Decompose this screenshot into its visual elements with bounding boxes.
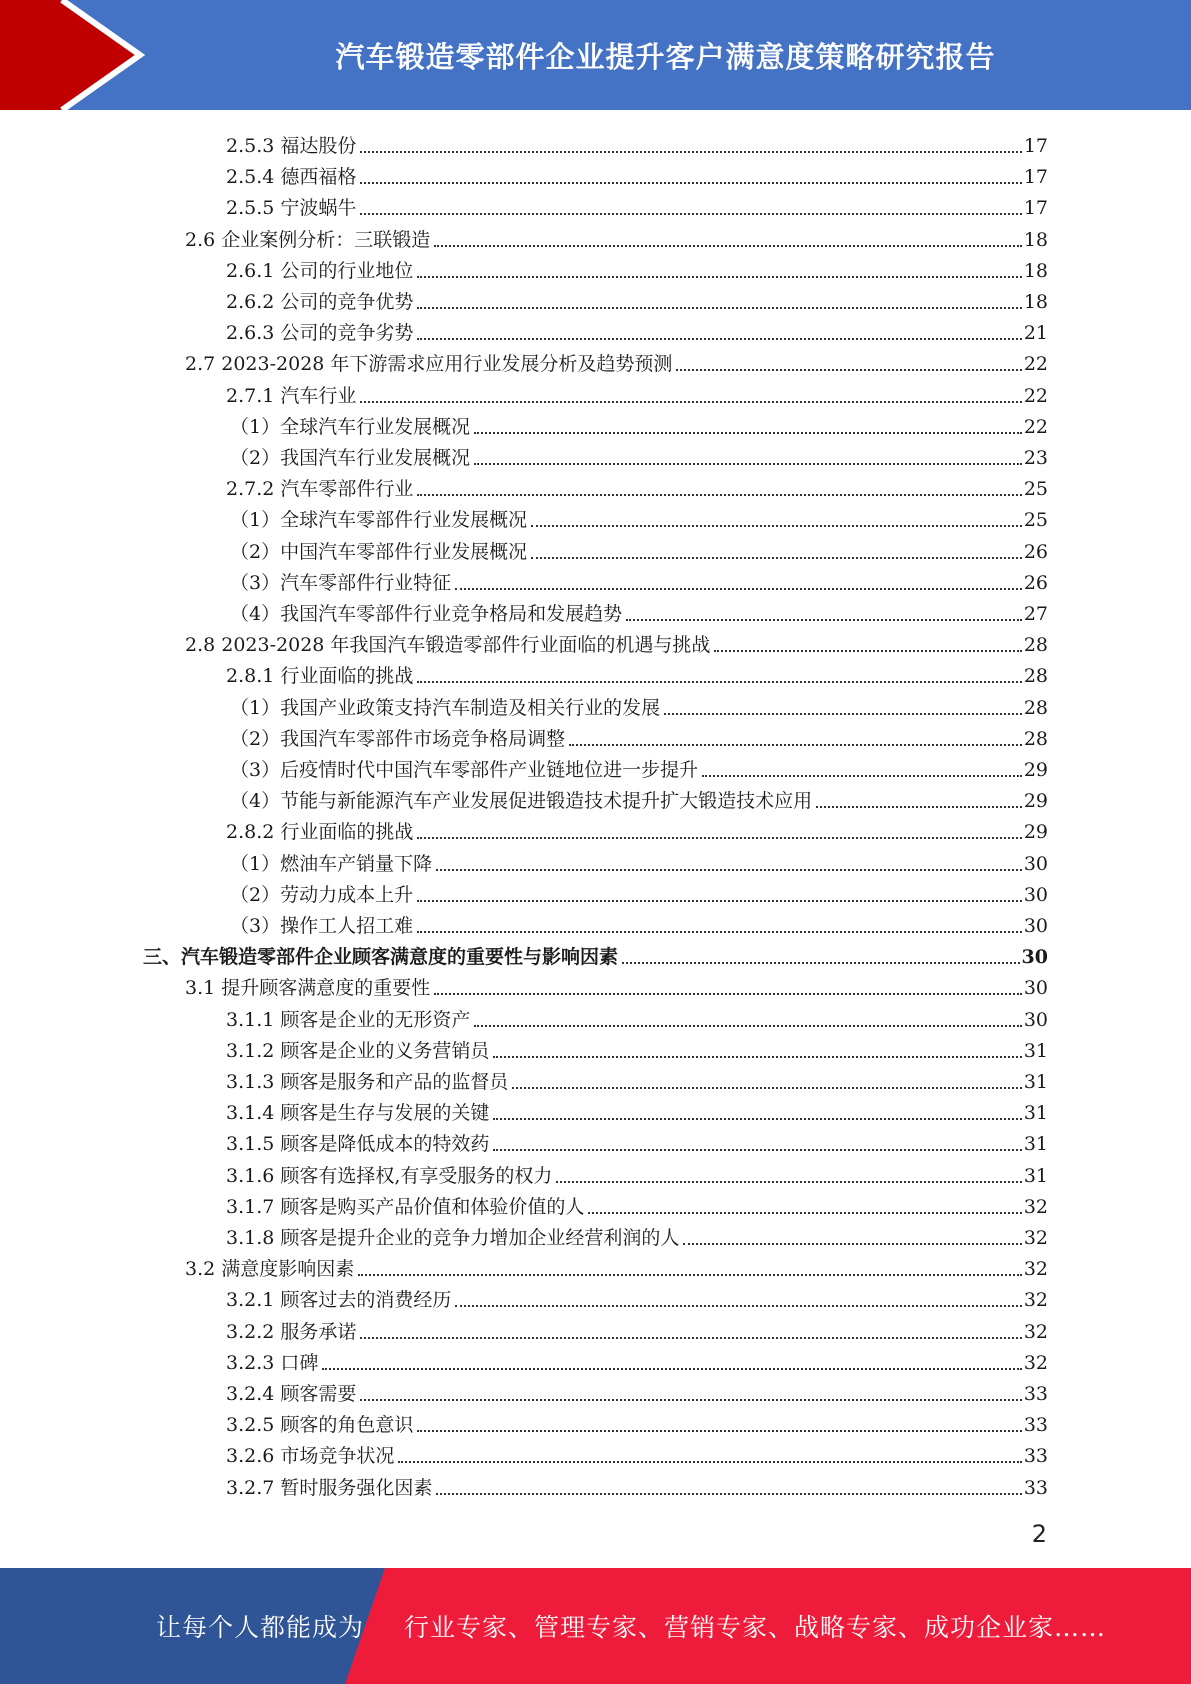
toc-entry-page: 31 (1023, 1102, 1048, 1125)
toc-entry-title: 3.2.4 顾客需要 (226, 1383, 357, 1405)
toc-entry[interactable] (226, 1437, 1048, 1468)
toc-dot-leader (474, 463, 1022, 465)
toc-entry-title: 3.1.7 顾客是购买产品价值和体验价值的人 (226, 1195, 585, 1218)
toc-entry-title: 2.8 2023-2028 年我国汽车锻造零部件行业面临的机遇与挑战 (185, 634, 711, 657)
toc-entry-title: （3）汽车零部件行业特征 (230, 571, 452, 594)
toc-entry[interactable] (226, 377, 1048, 408)
toc-entry[interactable] (185, 626, 1048, 657)
toc-dot-leader (417, 900, 1022, 902)
toc-entry[interactable] (226, 1125, 1048, 1156)
toc-entry-title: 3.2.1 顾客过去的消费经历 (226, 1289, 452, 1312)
toc-entry-title: 3.1.8 顾客是提升企业的竞争力增加企业经营利润的人 (226, 1227, 680, 1249)
toc-dot-leader (417, 681, 1021, 683)
footer-slogan-left: 让每个人都能成为 (155, 1613, 364, 1642)
toc-entry[interactable] (230, 564, 1048, 595)
toc-entry-page: 29 (1023, 821, 1048, 844)
toc-entry[interactable] (226, 283, 1048, 314)
toc-entry-title: 3.1.2 顾客是企业的义务营销员 (226, 1039, 490, 1062)
toc-entry[interactable] (226, 1063, 1048, 1094)
toc-entry-page: 30 (1023, 977, 1048, 1000)
footer-slogan-right: 行业专家、管理专家、营销专家、战略专家、成功企业家…… (403, 1613, 1106, 1642)
toc-entry-page: 28 (1023, 727, 1048, 750)
toc-entry-page: 31 (1023, 1071, 1048, 1093)
toc-dot-leader (702, 775, 1022, 777)
toc-entry-page: 32 (1023, 1351, 1048, 1374)
toc-entry[interactable] (185, 969, 1048, 1000)
toc-entry[interactable] (185, 221, 1048, 252)
toc-entry-page: 32 (1023, 1289, 1048, 1312)
toc-entry-page: 25 (1023, 509, 1048, 532)
toc-entry-page: 30 (1023, 883, 1048, 906)
toc-entry[interactable] (230, 720, 1048, 751)
toc-entry-title: 2.8.2 行业面临的挑战 (226, 821, 414, 844)
toc-entry-title: （1）我国产业政策支持汽车制造及相关行业的发展 (230, 696, 661, 719)
toc-dot-leader (436, 1493, 1021, 1495)
toc-entry[interactable] (143, 938, 1048, 969)
toc-entry-page: 17 (1023, 166, 1048, 189)
toc-entry-page: 29 (1023, 759, 1048, 781)
toc-entry-title: 3.1.6 顾客有选择权,有享受服务的权力 (226, 1164, 553, 1187)
toc-entry-page: 21 (1023, 322, 1048, 345)
toc-entry-page: 28 (1023, 665, 1048, 688)
toc-entry[interactable] (230, 907, 1048, 938)
toc-dot-leader (816, 806, 1022, 808)
toc-dot-leader (455, 588, 1022, 590)
toc-entry-title: （2）中国汽车零部件行业发展概况 (230, 540, 528, 563)
toc-entry-title: 3.2.7 暂时服务强化因素 (226, 1476, 433, 1499)
toc-entry[interactable] (226, 1157, 1048, 1188)
toc-entry[interactable] (230, 845, 1048, 876)
toc-dot-leader (531, 525, 1022, 527)
toc-dot-leader (531, 557, 1022, 559)
toc-entry-title: （4）我国汽车零部件行业竞争格局和发展趋势 (230, 603, 623, 625)
toc-dot-leader (360, 182, 1021, 184)
toc-entry[interactable] (226, 314, 1048, 345)
toc-entry-title: 3.1.3 顾客是服务和产品的监督员 (226, 1071, 509, 1093)
toc-entry[interactable] (226, 1032, 1048, 1063)
toc-entry-page: 33 (1023, 1445, 1048, 1468)
page-footer (0, 1568, 1191, 1684)
toc-entry-page: 31 (1023, 1133, 1048, 1156)
page-header (0, 0, 1191, 110)
toc-dot-leader (569, 744, 1022, 746)
toc-entry-title: 3.2.5 顾客的角色意识 (226, 1414, 414, 1437)
toc-entry-page: 27 (1023, 603, 1048, 625)
toc-entry[interactable] (226, 1344, 1048, 1375)
toc-dot-leader (683, 1243, 1021, 1245)
toc-entry-page: 17 (1023, 197, 1048, 220)
toc-entry-page: 32 (1023, 1320, 1048, 1343)
toc-dot-leader (360, 151, 1021, 153)
toc-entry[interactable] (230, 439, 1048, 470)
toc-entry[interactable] (226, 252, 1048, 283)
toc-entry-title: 3.2.3 口碑 (226, 1351, 319, 1374)
toc-entry[interactable] (230, 533, 1048, 564)
toc-dot-leader (417, 1430, 1021, 1432)
toc-dot-leader (664, 713, 1022, 715)
toc-entry-page: 28 (1023, 696, 1048, 719)
toc-entry[interactable] (226, 1406, 1048, 1437)
toc-entry-title: 2.6 企业案例分析：三联锻造 (185, 228, 431, 251)
toc-dot-leader (556, 1181, 1021, 1183)
toc-dot-leader (474, 1025, 1021, 1027)
toc-entry-page: 33 (1023, 1476, 1048, 1499)
toc-dot-leader (493, 1056, 1021, 1058)
toc-entry-title: 2.8.1 行业面临的挑战 (226, 665, 414, 688)
toc-entry-title: 3.1.1 顾客是企业的无形资产 (226, 1008, 471, 1031)
page-number: 2 (1031, 1520, 1047, 1548)
toc-entry[interactable] (226, 1001, 1048, 1032)
toc-entry-page: 31 (1023, 1164, 1048, 1187)
toc-entry[interactable] (226, 1219, 1048, 1250)
toc-dot-leader (436, 869, 1022, 871)
toc-dot-leader (417, 837, 1021, 839)
toc-entry-title: （3）后疫情时代中国汽车零部件产业链地位进一步提升 (230, 759, 699, 781)
toc-entry[interactable] (226, 1281, 1048, 1312)
toc-dot-leader (493, 1149, 1021, 1151)
toc-entry-title: （1）全球汽车行业发展概况 (230, 415, 471, 438)
toc-entry-page: 29 (1023, 790, 1048, 813)
toc-entry[interactable] (226, 657, 1048, 688)
toc-entry-title: （2）我国汽车行业发展概况 (230, 447, 471, 469)
toc-dot-leader (626, 619, 1022, 621)
toc-entry[interactable] (226, 1469, 1048, 1500)
toc-entry-page: 26 (1023, 540, 1048, 563)
toc-entry[interactable] (226, 1094, 1048, 1125)
toc-entry-page: 22 (1023, 353, 1048, 376)
toc-entry-title: （4）节能与新能源汽车产业发展促进锻造技术提升扩大锻造技术应用 (230, 790, 813, 813)
toc-entry-title: 三、汽车锻造零部件企业顾客满意度的重要性与影响因素 (143, 946, 619, 969)
toc-entry-title: 2.7.2 汽车零部件行业 (226, 478, 414, 501)
toc-entry[interactable] (230, 876, 1048, 907)
toc-entry-page: 30 (1021, 946, 1048, 969)
toc-entry-page: 32 (1023, 1227, 1048, 1249)
toc-entry[interactable] (185, 345, 1048, 376)
toc-dot-leader (360, 401, 1021, 403)
toc-entry[interactable] (226, 127, 1048, 158)
toc-entry-title: 2.5.5 宁波蜗牛 (226, 197, 357, 220)
toc-dot-leader (455, 1305, 1021, 1307)
toc-dot-leader (512, 1087, 1021, 1089)
toc-entry[interactable] (230, 408, 1048, 439)
toc-entry-title: 3.1.5 顾客是降低成本的特效药 (226, 1133, 490, 1156)
toc-entry-page: 30 (1023, 852, 1048, 875)
toc-entry-page: 17 (1023, 135, 1048, 157)
toc-dot-leader (360, 1399, 1021, 1401)
toc-entry-title: 2.6.3 公司的竞争劣势 (226, 322, 414, 345)
toc-dot-leader (417, 307, 1021, 309)
toc-entry[interactable] (230, 595, 1048, 626)
toc-entry[interactable] (226, 158, 1048, 189)
toc-entry-page: 23 (1023, 447, 1048, 469)
toc-entry-page: 22 (1023, 384, 1048, 407)
toc-dot-leader (358, 1274, 1022, 1276)
toc-dot-leader (714, 650, 1021, 652)
toc-entry-title: 3.2 满意度影响因素 (185, 1258, 355, 1281)
toc-dot-leader (417, 338, 1021, 340)
toc-entry-page: 18 (1023, 291, 1048, 313)
toc-entry-page: 18 (1023, 259, 1048, 282)
toc-dot-leader (360, 1337, 1021, 1339)
toc-entry-title: 3.2.2 服务承诺 (226, 1320, 357, 1343)
toc-dot-leader (474, 432, 1022, 434)
toc-entry-page: 26 (1023, 571, 1048, 594)
toc-entry-title: （2）我国汽车零部件市场竞争格局调整 (230, 727, 566, 750)
report-title: 汽车锻造零部件企业提升客户满意度策略研究报告 (335, 39, 996, 74)
toc-entry-title: 2.6.1 公司的行业地位 (226, 259, 414, 282)
toc-dot-leader (360, 213, 1021, 215)
toc-entry[interactable] (226, 1188, 1048, 1219)
toc-entry-page: 32 (1023, 1258, 1048, 1281)
toc-entry-title: （3）操作工人招工难 (230, 915, 414, 937)
toc-dot-leader (622, 962, 1020, 964)
toc-entry-title: 2.5.3 福达股份 (226, 135, 357, 157)
toc-entry-page: 30 (1023, 1008, 1048, 1031)
toc-dot-leader (417, 494, 1021, 496)
toc-entry-title: （1）燃油车产销量下降 (230, 852, 433, 875)
toc-entry-page: 25 (1023, 478, 1048, 501)
toc-entry-title: 3.2.6 市场竞争状况 (226, 1445, 395, 1468)
toc-entry-title: （2）劳动力成本上升 (230, 883, 414, 906)
toc-entry[interactable] (230, 501, 1048, 532)
toc-entry-page: 22 (1023, 415, 1048, 438)
toc-entry-title: 2.6.2 公司的竞争优势 (226, 291, 414, 313)
toc-dot-leader (417, 276, 1021, 278)
toc-entry[interactable] (226, 189, 1048, 220)
toc-entry[interactable] (226, 470, 1048, 501)
toc-dot-leader (434, 245, 1022, 247)
toc-entry[interactable] (230, 689, 1048, 720)
toc-entry[interactable] (226, 1375, 1048, 1406)
toc-entry[interactable] (226, 1313, 1048, 1344)
toc-entry-page: 33 (1023, 1414, 1048, 1437)
toc-dot-leader (322, 1368, 1021, 1370)
toc-dot-leader (398, 1461, 1021, 1463)
toc-entry-page: 18 (1023, 228, 1048, 251)
toc-dot-leader (493, 1118, 1021, 1120)
toc-dot-leader (434, 993, 1022, 995)
toc-entry-page: 32 (1023, 1195, 1048, 1218)
toc-entry-page: 31 (1023, 1039, 1048, 1062)
toc-entry-title: （1）全球汽车零部件行业发展概况 (230, 509, 528, 532)
toc-entry-title: 2.7.1 汽车行业 (226, 384, 357, 407)
toc-entry-page: 28 (1023, 634, 1048, 657)
toc-dot-leader (588, 1212, 1021, 1214)
toc-entry-title: 2.7 2023-2028 年下游需求应用行业发展分析及趋势预测 (185, 353, 673, 376)
toc-entry-title: 2.5.4 德西福格 (226, 166, 357, 189)
toc-entry[interactable] (230, 751, 1048, 782)
toc-entry-title: 3.1.4 顾客是生存与发展的关键 (226, 1102, 490, 1125)
toc-entry[interactable] (185, 1250, 1048, 1281)
toc-dot-leader (417, 931, 1022, 933)
toc-entry-page: 33 (1023, 1383, 1048, 1405)
toc-entry[interactable] (226, 813, 1048, 844)
toc-entry-title: 3.1 提升顾客满意度的重要性 (185, 977, 431, 1000)
toc-dot-leader (676, 369, 1021, 371)
toc-entry[interactable] (230, 782, 1048, 813)
toc-entry-page: 30 (1023, 915, 1048, 937)
